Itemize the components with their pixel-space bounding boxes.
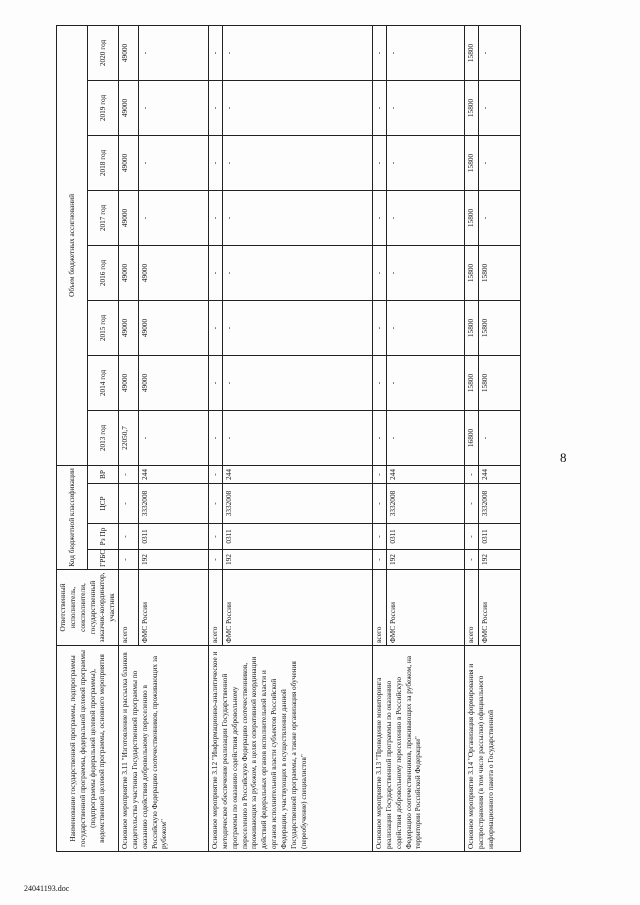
value-cell: - [387,245,465,300]
executor-cell: ФМС России [387,570,465,646]
code-cell: - [373,484,387,524]
total-label: всего [119,570,139,646]
value-cell: 49000 [119,355,139,410]
code-cell: 0311 [387,524,465,550]
value-cell: - [209,25,223,80]
code-cell: - [209,484,223,524]
value-cell: 15800 [479,300,521,355]
executor-cell: ФМС России [479,570,521,646]
code-cell: 3332008 [139,484,209,524]
code-cell: 0311 [223,524,373,550]
code-cell: - [209,550,223,570]
value-cell: - [387,25,465,80]
header-rzpr: Рз Пр [88,524,119,550]
value-cell: - [209,135,223,190]
value-cell: - [387,410,465,465]
value-cell: 16800 [465,410,479,465]
value-cell: - [223,245,373,300]
measure-name: Основное мероприятие 3.12 "Информационно-аналитическое и методическое обеспечение реализации Государственной программы по оказанию содействия добровольному переселению в Российскую Федерацию соотечественников, проживающих за рубежом, в целях оперативной координации действий федеральных органов исполнительной власти и органов исполнительной власти субъектов Российской Федерации, участвующих в осуществлении данной Государственной программы, а также организация обучения (переобучение) специалистов" [209,646,373,852]
value-cell: 49000 [119,245,139,300]
header-year: 2013 год [88,410,119,465]
value-cell: - [479,80,521,135]
value-cell: - [387,80,465,135]
value-cell: - [373,245,387,300]
value-cell: 15800 [479,245,521,300]
value-cell: 15800 [465,190,479,245]
value-cell: 49000 [119,25,139,80]
header-csr: ЦСР [88,484,119,524]
value-cell: 49000 [119,300,139,355]
header-volume-group: Объем бюджетных ассигнований [57,25,88,465]
value-cell: - [223,410,373,465]
code-cell: 244 [223,465,373,483]
code-cell: - [119,465,139,483]
code-cell: 3332008 [387,484,465,524]
value-cell: - [223,300,373,355]
value-cell: - [139,25,209,80]
code-cell: - [119,550,139,570]
code-cell: - [119,524,139,550]
value-cell: 49000 [119,80,139,135]
code-cell: 244 [479,465,521,483]
code-cell: 192 [479,550,521,570]
value-cell: - [223,135,373,190]
value-cell: - [209,410,223,465]
code-cell: 244 [387,465,465,483]
code-cell: - [373,524,387,550]
value-cell: - [373,135,387,190]
value-cell: - [387,300,465,355]
code-cell: - [209,524,223,550]
value-cell: - [223,25,373,80]
value-cell: 22050,7 [119,410,139,465]
code-cell: - [465,484,479,524]
budget-table [56,25,521,852]
executor-cell: ФМС России [223,570,373,646]
value-cell: - [373,80,387,135]
value-cell: 49000 [119,190,139,245]
value-cell: - [209,245,223,300]
table-body [119,25,521,851]
table-row [373,25,387,851]
value-cell: - [223,80,373,135]
value-cell: - [209,80,223,135]
value-cell: 49000 [139,245,209,300]
header-grbs: ГРБС [88,550,119,570]
code-cell: 0311 [479,524,521,550]
value-cell: - [209,300,223,355]
code-cell: - [465,524,479,550]
code-cell: 192 [387,550,465,570]
value-cell: 15800 [465,300,479,355]
value-cell: - [479,190,521,245]
footer-filename: 24041193.doc [24,884,70,893]
code-cell: - [119,484,139,524]
value-cell: 15800 [465,80,479,135]
value-cell: - [373,190,387,245]
total-label: всего [373,570,387,646]
value-cell: - [373,410,387,465]
measure-name: Основное мероприятие 3.13 "Проведение мониторинга реализации Государственной программы по оказанию содействия добровольному переселению в Российскую Федерацию соотечественников, проживающих за рубежом, на территории Российской Федерации" [373,646,465,852]
header-year: 2015 год [88,300,119,355]
executor-cell: ФМС России [139,570,209,646]
code-cell: - [209,465,223,483]
value-cell: - [387,190,465,245]
value-cell: - [479,25,521,80]
code-cell: 192 [223,550,373,570]
value-cell: - [223,355,373,410]
code-cell: - [373,465,387,483]
code-cell: 3332008 [223,484,373,524]
code-cell: 0311 [139,524,209,550]
value-cell: - [387,135,465,190]
rotated-table-wrapper [56,26,604,852]
header-year: 2017 год [88,190,119,245]
value-cell: - [209,190,223,245]
header-vr: ВР [88,465,119,483]
value-cell: - [387,355,465,410]
value-cell: - [139,410,209,465]
code-cell: 192 [139,550,209,570]
header-year: 2018 год [88,135,119,190]
value-cell: 49000 [119,135,139,190]
value-cell: 49000 [139,355,209,410]
code-cell: 244 [139,465,209,483]
value-cell: - [373,355,387,410]
code-cell: - [465,550,479,570]
value-cell: 49000 [139,300,209,355]
header-name: Наименование государственной программы, подпрограммы государственной программы, федеральной целевой программы (подпрограммы федеральной целевой программы), ведомственной целевой программы, основного мероприятия [57,646,119,852]
header-year: 2020 год [88,25,119,80]
value-cell: - [373,25,387,80]
measure-name: Основное мероприятие 3.14 "Организация формирования и распространения (в том числе рассылки) официального информационного пакета о Государственной [465,646,521,852]
value-cell: - [139,135,209,190]
value-cell: - [479,410,521,465]
measure-name: Основное мероприятие 3.11 "Изготовление и рассылка бланков свидетельства участника Государственной программы по оказанию содействия добровольному переселению в Российскую Федерацию соотечественников, проживающих за рубежом" [119,646,209,852]
header-year: 2016 год [88,245,119,300]
value-cell: 15800 [465,355,479,410]
value-cell: - [139,80,209,135]
value-cell: 15800 [465,25,479,80]
total-label: всего [209,570,223,646]
code-cell: - [465,465,479,483]
value-cell: 15800 [465,245,479,300]
code-cell: - [373,550,387,570]
value-cell: 15800 [479,355,521,410]
header-year: 2014 год [88,355,119,410]
header-executor: Ответственный исполнитель, соисполнители, государственный заказчик-координатор, участник [57,570,119,646]
table-row [209,25,223,851]
value-cell: - [479,135,521,190]
value-cell: - [373,300,387,355]
value-cell: - [209,355,223,410]
value-cell: - [223,190,373,245]
header-code-group: Код бюджетной классификации [57,465,88,569]
table-row [119,25,139,851]
code-cell: 3332008 [479,484,521,524]
page-number: 8 [560,450,567,465]
value-cell: 15800 [465,135,479,190]
header-year: 2019 год [88,80,119,135]
total-label: всего [465,570,479,646]
table-row [465,25,479,851]
value-cell: - [139,190,209,245]
